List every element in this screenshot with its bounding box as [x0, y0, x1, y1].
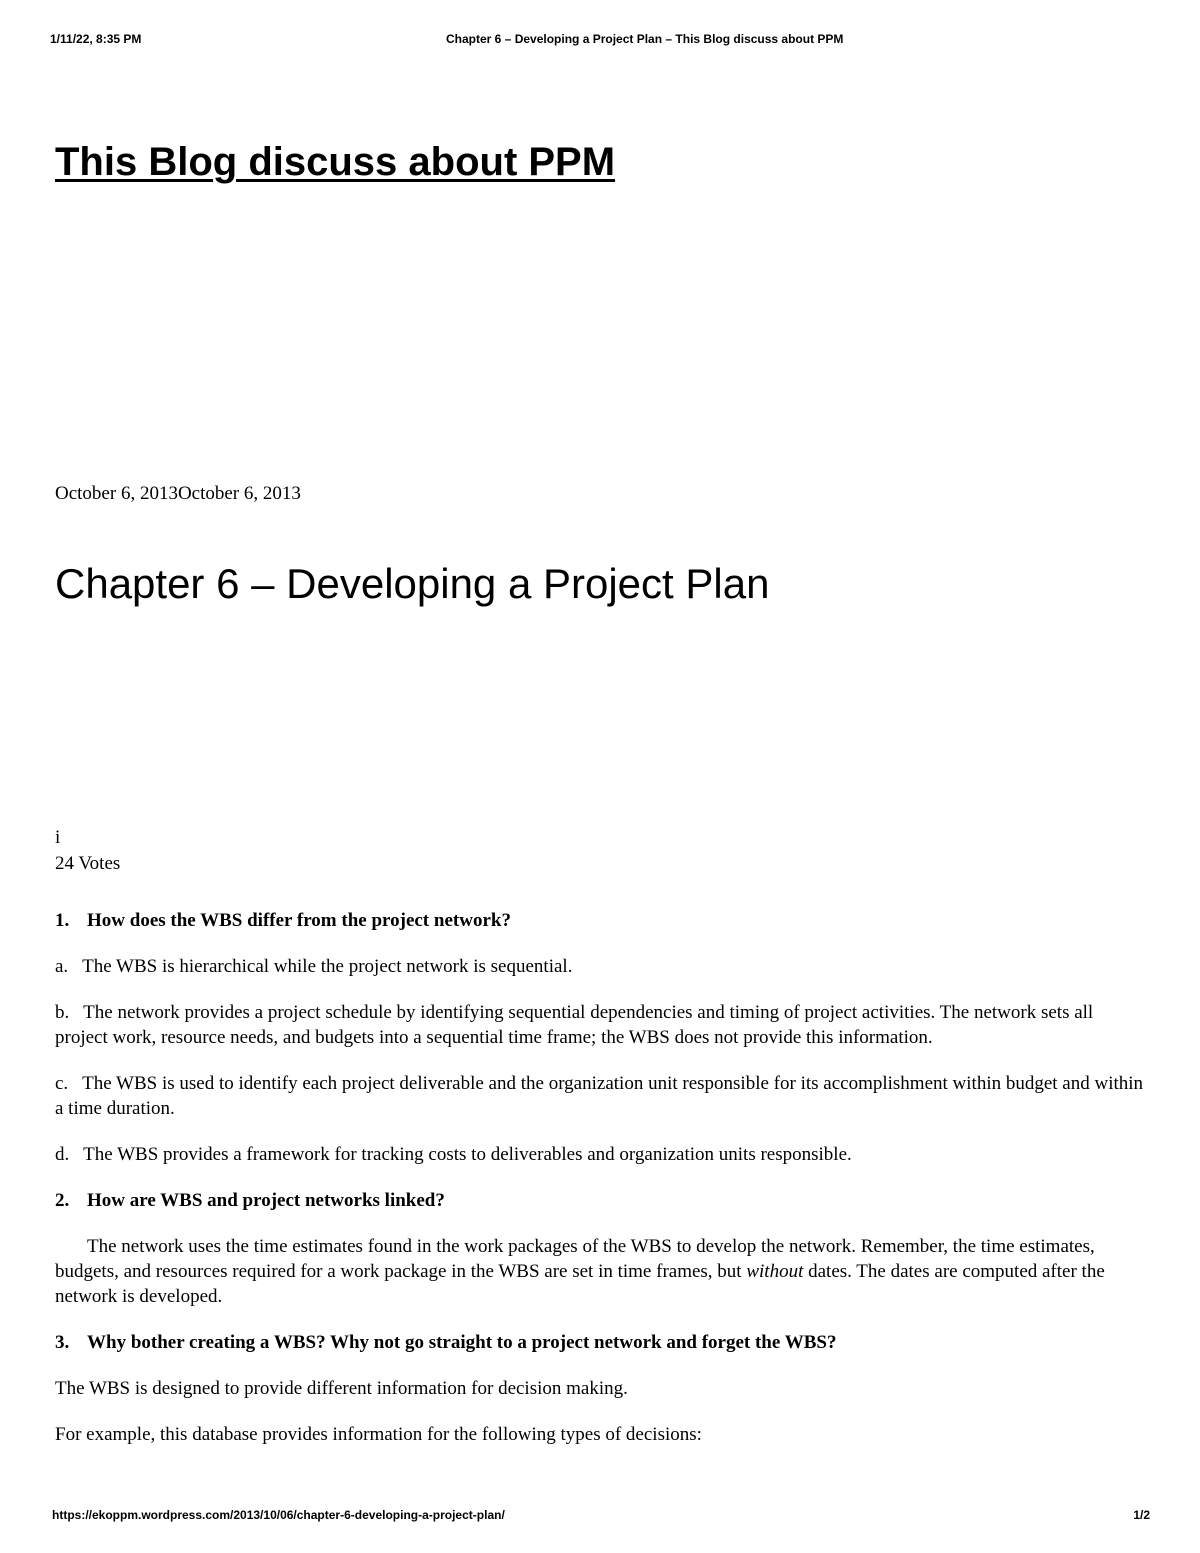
post-date[interactable]: October 6, 2013October 6, 2013 [55, 483, 301, 504]
question-1 [55, 908, 1150, 933]
print-header [0, 32, 1200, 48]
print-page-number: 1/2 [1133, 1508, 1150, 1522]
answer-1d-text: The WBS provides a framework for tracking costs to deliverables and organization units responsible. [83, 1144, 852, 1165]
answer-1d [55, 1142, 1150, 1167]
question-2-number: 2. [55, 1190, 70, 1211]
answer-3-line2: For example, this database provides information for the following types of decisions: [55, 1424, 702, 1445]
answer-1a-label: a. [55, 956, 69, 977]
answer-2-part2: dates. The dates are computed after the network is developed. [55, 1261, 1105, 1307]
answer-1d-label: d. [55, 1144, 70, 1165]
answer-2 [55, 1234, 1150, 1309]
answer-1b-text: The network provides a project schedule by identifying sequential dependencies and timing of project activities. The network sets all project work, resource needs, and budgets into a sequential time frame; the WBS does not provide this information. [55, 1002, 1094, 1048]
print-page-title: Chapter 6 – Developing a Project Plan – This Blog discuss about PPM [446, 32, 844, 46]
question-3-number: 3. [55, 1332, 70, 1353]
print-footer [0, 1508, 1200, 1524]
question-3 [55, 1330, 1150, 1355]
blog-title-link[interactable]: This Blog discuss about PPM [55, 140, 616, 184]
question-1-number: 1. [55, 910, 70, 931]
question-2 [55, 1188, 1150, 1213]
answer-1b [55, 1000, 1150, 1050]
print-url: https://ekoppm.wordpress.com/2013/10/06/chapter-6-developing-a-project-plan/ [52, 1508, 505, 1522]
answer-1c [55, 1071, 1150, 1121]
post-title: Chapter 6 – Developing a Project Plan [55, 560, 770, 607]
answer-1c-label: c. [55, 1073, 69, 1094]
answer-2-italic: without [746, 1261, 804, 1282]
answer-1a [55, 954, 1150, 979]
question-1-text: How does the WBS differ from the project network? [87, 910, 511, 931]
answer-2-part1: The network uses the time estimates found in the work packages of the WBS to develop the network. Remember, the time estimates, budgets, and resources required for a work package in the WBS are set in time frames, but [55, 1236, 1095, 1282]
post-content [55, 908, 1150, 1468]
rating-info-icon[interactable]: i [55, 827, 61, 848]
question-2-text: How are WBS and project networks linked? [87, 1190, 445, 1211]
answer-1b-label: b. [55, 1002, 70, 1023]
answer-1c-text: The WBS is used to identify each project deliverable and the organization unit responsible for its accomplishment within budget and within a time duration. [55, 1073, 1144, 1119]
votes-count: 24 Votes [55, 853, 121, 874]
print-datetime: 1/11/22, 8:35 PM [50, 32, 142, 46]
answer-1a-text: The WBS is hierarchical while the project network is sequential. [82, 956, 573, 977]
question-3-text: Why bother creating a WBS? Why not go straight to a project network and forget the WBS? [87, 1332, 837, 1353]
answer-3-line1: The WBS is designed to provide different information for decision making. [55, 1378, 628, 1399]
